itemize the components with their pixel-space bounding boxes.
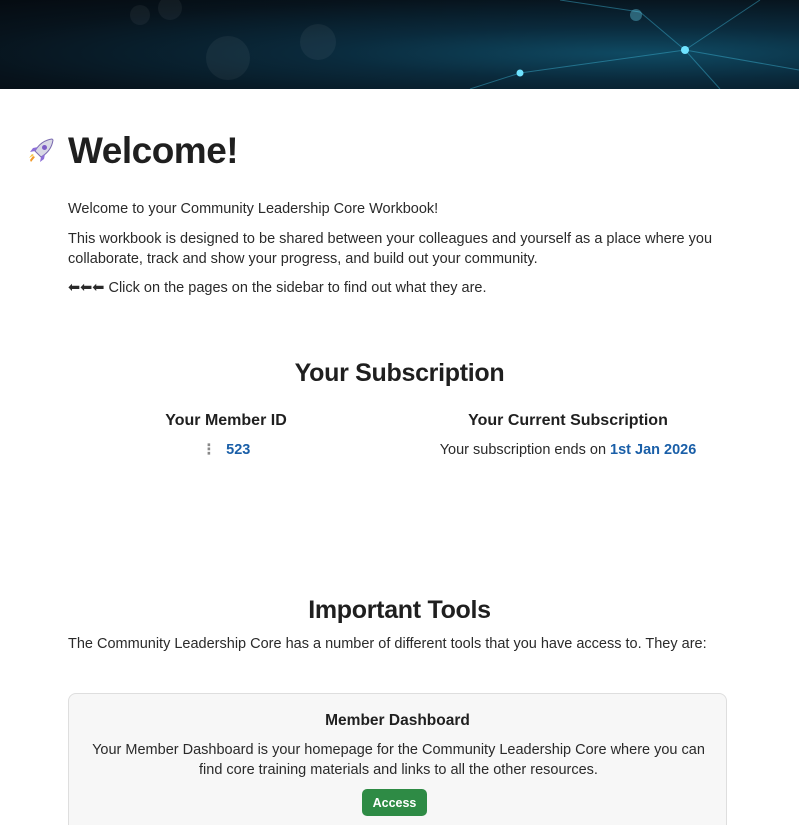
rocket-icon xyxy=(26,136,56,166)
subscription-heading: Your Subscription xyxy=(294,359,505,387)
tool-card-title: Member Dashboard xyxy=(325,712,470,729)
tool-card-body: Your Member Dashboard is your homepage for the Community Leadership Core where you can find core training materials and links to all the other resources. xyxy=(92,742,705,778)
header-banner-image xyxy=(0,0,799,89)
intro-line-welcome: Welcome to your Community Leadership Core Workbook! xyxy=(68,201,439,217)
subscription-end-label: Your subscription ends on xyxy=(439,442,607,458)
tools-heading: Important Tools xyxy=(308,596,491,624)
network-graphic xyxy=(0,0,799,89)
subscription-end-row xyxy=(398,442,738,458)
member-id-column xyxy=(126,412,326,458)
access-button[interactable]: Access xyxy=(362,789,427,816)
tools-description: The Community Leadership Core has a number of different tools that you have access to. They are: xyxy=(68,636,707,652)
current-subscription-column xyxy=(398,412,738,458)
tool-card-member-dashboard xyxy=(68,693,727,825)
intro-line-sidebar-hint: ⬅⬅⬅ Click on the pages on the sidebar to find out what they are. xyxy=(68,280,487,296)
title-row xyxy=(26,130,238,172)
intro-line-description: This workbook is designed to be shared between your colleagues and yourself as a place where you collaborate, track and show your progress, and build out your community. xyxy=(68,231,713,267)
member-id-heading: Your Member ID xyxy=(165,412,287,429)
subscription-end-date: 1st Jan 2026 xyxy=(610,442,697,458)
current-subscription-heading: Your Current Subscription xyxy=(468,412,668,429)
member-id-row xyxy=(126,442,326,458)
page-title: Welcome! xyxy=(68,130,239,171)
member-id-value: 523 xyxy=(226,442,251,458)
vertical-ellipsis-icon[interactable]: ⋮ xyxy=(201,442,217,458)
